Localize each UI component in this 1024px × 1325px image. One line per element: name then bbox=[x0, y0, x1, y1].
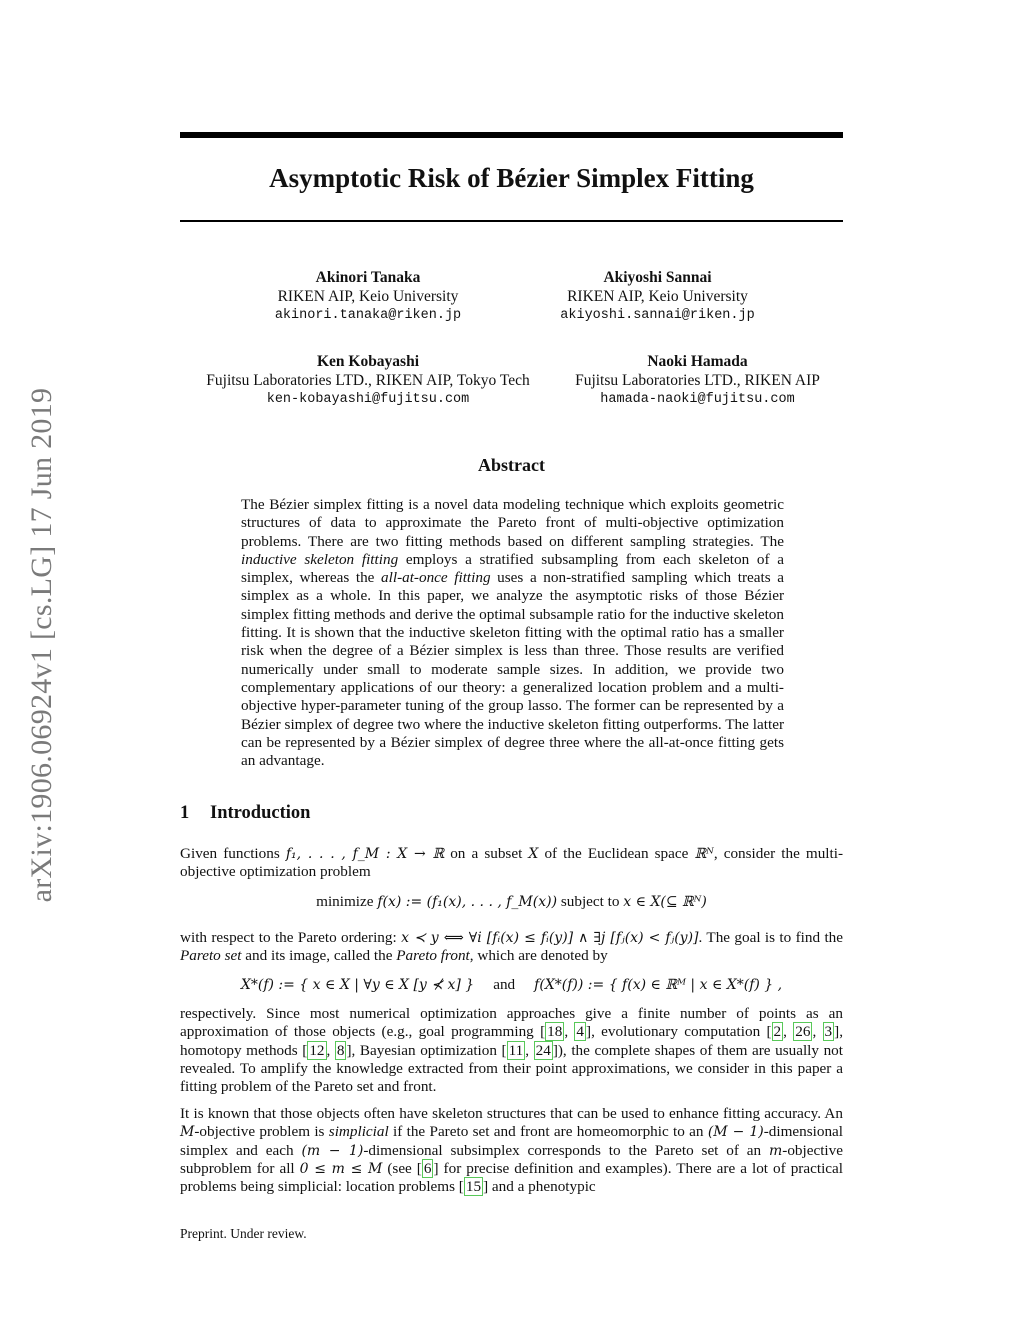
arxiv-identifier: arXiv:1906.06924v1 [cs.LG] 17 Jun 2019 bbox=[25, 387, 58, 903]
paper-title: Asymptotic Risk of Bézier Simplex Fitting bbox=[269, 163, 754, 193]
intro-paragraph-3: respectively. Since most numerical optimization approaches give a finite number of points as an approximation of those objects (e.g., goal programming [ 18 , 4 ], evolutionary computation [ 2 , 26 , 3 ], homotopy methods [ 12 , 8 ], Bayesian optimization [ 11 , 24 ]), the complete shapes of them are usually not revealed. To amplify the knowledge extracted from their point approximations, we consider in this paper a fitting problem of the Pareto set and front. bbox=[180, 1005, 843, 1096]
equation-pareto-set-front: X*(f) := { x ∈ X | ∀y ∈ X [y ⊀ x] } and f(X*(f)) := { f(x) ∈ ℝᴹ | x ∈ X*(f) } , bbox=[240, 976, 783, 993]
author-block-2 bbox=[540, 268, 775, 325]
equation-optimization-problem: minimize f(x) := (f₁(x), . . . , f_M(x)) subject to x ∈ X(⊆ ℝᴺ) bbox=[316, 893, 707, 910]
author-affiliation: Fujitsu Laboratories LTD., RIKEN AIP bbox=[575, 372, 820, 389]
citation-link[interactable]: 18 bbox=[547, 1023, 563, 1041]
citation-link[interactable]: 2 bbox=[773, 1023, 782, 1041]
page-footer: Preprint. Under review. bbox=[180, 1226, 307, 1241]
author-affiliation: Fujitsu Laboratories LTD., RIKEN AIP, Tokyo Tech bbox=[206, 372, 530, 389]
citation-link[interactable]: 24 bbox=[535, 1041, 551, 1059]
citation-link[interactable]: 4 bbox=[576, 1023, 585, 1041]
author-affiliation: RIKEN AIP, Keio University bbox=[567, 288, 748, 305]
citation-link[interactable]: 15 bbox=[465, 1178, 482, 1196]
section-heading-introduction bbox=[180, 803, 310, 824]
citation-link[interactable]: 26 bbox=[795, 1023, 811, 1041]
abstract-heading: Abstract bbox=[478, 455, 545, 475]
author-name: Naoki Hamada bbox=[647, 353, 748, 370]
citation-link[interactable]: 6 bbox=[423, 1159, 432, 1177]
intro-paragraph-1: Given functions f₁, . . . , f_M : X → ℝ on a subset X of the Euclidean space ℝᴺ, consider the multi-objective optimization problem bbox=[180, 845, 844, 881]
title-top-rule bbox=[180, 132, 843, 138]
author-email[interactable]: akinori.tanaka@riken.jp bbox=[274, 308, 462, 323]
section-title: Introduction bbox=[210, 803, 311, 823]
abstract-text: The Bézier simplex fitting is a novel data modeling technique which exploits geometric structures of data to approximate the Pareto front of multi-objective optimization problems. There are two fitting methods based on different sampling strategies. The inductive skeleton fitting employs a stratified subsampling from each skeleton of a simplex, whereas the all-at-once fitting uses a non-stratified sampling which treats a simplex as a whole. In this paper, we analyze the asymptotic risks of those Bézier simplex fitting methods and derive the optimal subsample ratio for the inductive skeleton fitting. It is shown that the inductive skeleton fitting with the optimal ratio has a smaller risk when the degree of a Bézier simplex is less than three. Those results are verified numerically under small to moderate sample sizes. In addition, we provide two complementary applications of our theory: a generalized location problem and a multi-objective hyper-parameter tuning of the group lasso. The former can be represented by a Bézier simplex of degree two where the inductive skeleton fitting outperforms. The latter can be represented by a Bézier simplex of degree three where the all-at-once fitting gets an advantage. bbox=[241, 496, 785, 770]
citation-link[interactable]: 11 bbox=[508, 1041, 524, 1059]
author-affiliation: RIKEN AIP, Keio University bbox=[277, 288, 459, 305]
author-name: Akiyoshi Sannai bbox=[603, 269, 712, 286]
intro-paragraph-4: It is known that those objects often have skeleton structures that can be used to enhance fitting accuracy. An M-objective problem is simplicial if the Pareto set and front are homeomorphic to an (M − 1)-dimensional simplex and each (m − 1)-dimensional subsimplex corresponds to the Pareto set of an m-objective subproblem for all 0 ≤ m ≤ M (see [ 6 ] for precise definition and examples). There are a lot of practical problems being simplicial: location problems [ 15 ] and a phenotypic bbox=[180, 1105, 843, 1196]
author-name: Ken Kobayashi bbox=[316, 353, 420, 370]
citation-link[interactable]: 8 bbox=[336, 1041, 345, 1059]
author-block-4 bbox=[560, 352, 835, 409]
author-email[interactable]: hamada-naoki@fujitsu.com bbox=[600, 392, 795, 407]
citation-link[interactable]: 3 bbox=[824, 1023, 833, 1041]
author-name: Akinori Tanaka bbox=[315, 269, 421, 286]
intro-paragraph-2: with respect to the Pareto ordering: x ≺ y ⟺ ∀i [fᵢ(x) ≤ fᵢ(y)] ∧ ∃j [fⱼ(x) < fⱼ(y)]. The goal is to find the Pareto set and its image, called the Pareto front, which are denoted by bbox=[180, 929, 844, 965]
author-block-3 bbox=[193, 352, 543, 409]
citation-link[interactable]: 12 bbox=[309, 1041, 325, 1059]
author-block-1 bbox=[193, 268, 543, 325]
author-email[interactable]: ken-kobayashi@fujitsu.com bbox=[266, 392, 470, 407]
title-bottom-rule bbox=[180, 220, 843, 222]
author-email[interactable]: akiyoshi.sannai@riken.jp bbox=[560, 308, 755, 323]
section-number: 1 bbox=[180, 803, 190, 823]
